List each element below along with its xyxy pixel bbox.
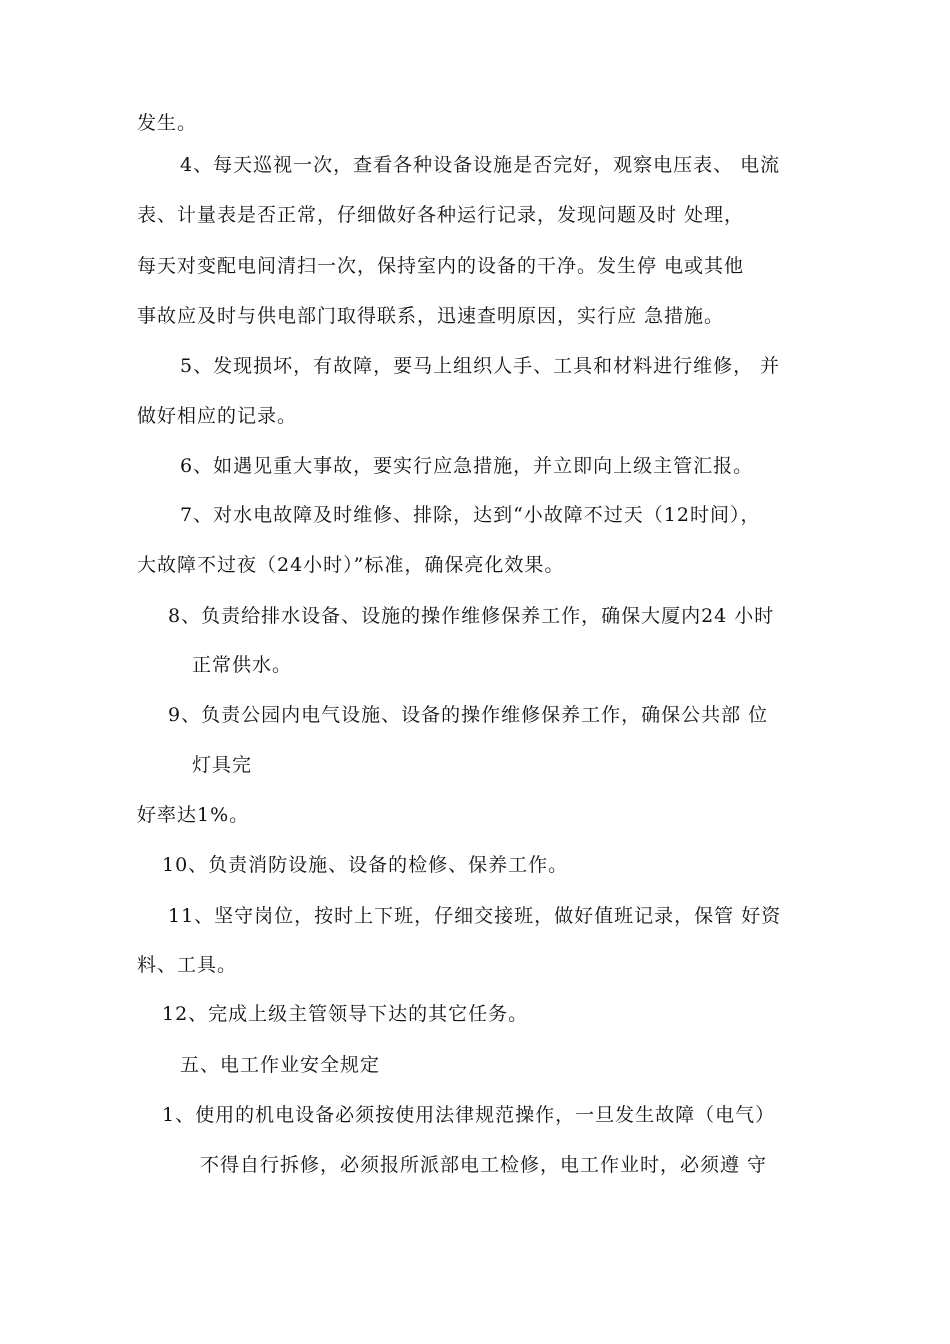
text-line-5: 事故应及时与供电部门取得联系，迅速查明原因，实行应 急措施。 bbox=[137, 305, 725, 327]
text-line-9: 7、对水电故障及时维修、排除，达到“小故障不过天（12时间）， bbox=[180, 504, 761, 526]
section-heading: 五、电工作业安全规定 bbox=[180, 1054, 381, 1076]
text-line-11: 8、负责给排水设备、设施的操作维修保养工作，确保大厦内24 小时 bbox=[168, 605, 775, 627]
text-line-22: 不得自行拆修，必须报所派部电工检修，电工作业时，必须遵 守 bbox=[200, 1154, 768, 1176]
text-line-3: 表、计量表是否正常，仔细做好各种运行记录，发现问题及时 处理， bbox=[137, 204, 745, 226]
text-line-10: 大故障不过夜（24小时）”标准，确保亮化效果。 bbox=[137, 554, 565, 576]
text-line-15: 好率达1%。 bbox=[137, 804, 250, 826]
text-line-4: 每天对变配电间清扫一次，保持室内的设备的干净。发生停 电或其他 bbox=[137, 255, 745, 277]
text-line-14: 灯具完 bbox=[192, 754, 253, 776]
text-line-12: 正常供水。 bbox=[192, 654, 293, 676]
text-line-19: 12、完成上级主管领导下达的其它任务。 bbox=[162, 1003, 529, 1025]
text-line-13: 9、负责公园内电气设施、设备的操作维修保养工作，确保公共部 位 bbox=[168, 704, 769, 726]
text-line-1: 发生。 bbox=[137, 112, 198, 134]
text-line-18: 料、工具。 bbox=[137, 954, 238, 976]
text-line-17: 11、坚守岗位，按时上下班，仔细交接班，做好值班记录，保管 好资 bbox=[168, 905, 782, 927]
text-line-2: 4、每天巡视一次，查看各种设备设施是否完好，观察电压表、 电流 bbox=[180, 154, 781, 176]
text-line-6: 5、发现损坏，有故障，要马上组织人手、工具和材料进行维修， 并 bbox=[180, 355, 781, 377]
text-line-7: 做好相应的记录。 bbox=[137, 405, 298, 427]
text-line-8: 6、如遇见重大事故，要实行应急措施，并立即向上级主管汇报。 bbox=[180, 455, 754, 477]
text-line-21: 1、使用的机电设备必须按使用法律规范操作，一旦发生故障（电气） bbox=[162, 1104, 776, 1126]
text-line-16: 10、负责消防设施、设备的检修、保养工作。 bbox=[162, 854, 569, 876]
